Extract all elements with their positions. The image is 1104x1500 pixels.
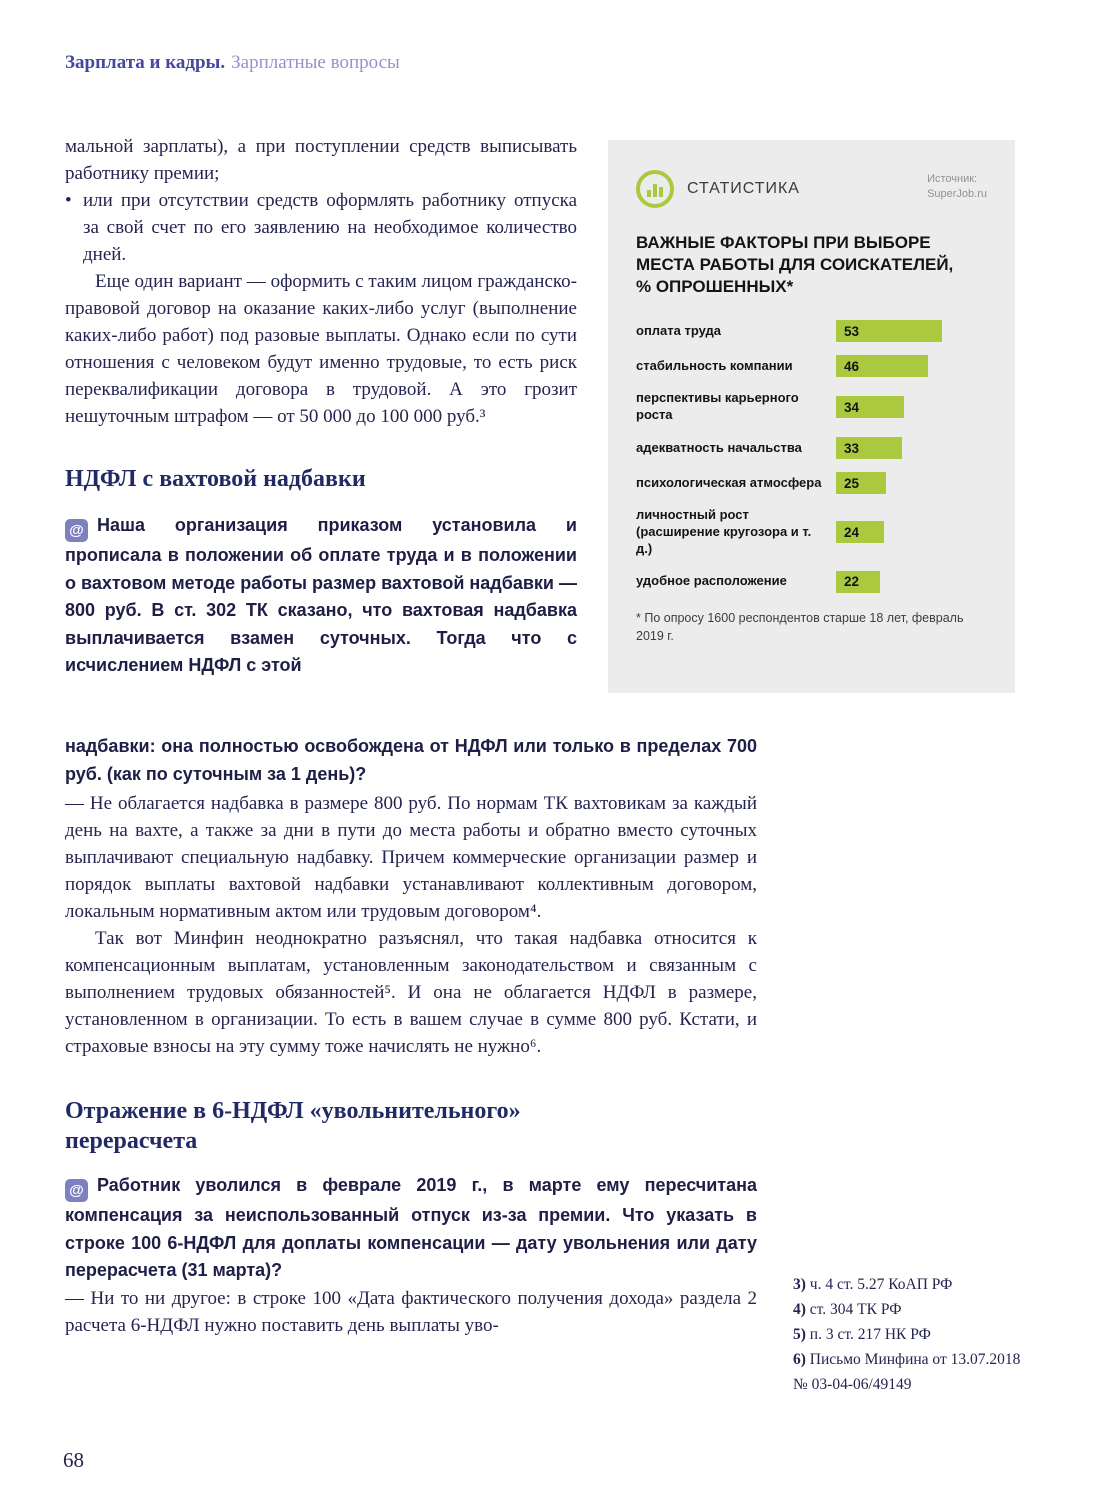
chart-category-label: оплата труда — [636, 322, 722, 338]
section-heading-ndfl-vahta: НДФЛ с вахтовой надбавки — [65, 466, 366, 492]
question-2-text: Работник уволился в феврале 2019 г., в марте ему пересчитана компенсация за неиспользованный отпуск из-за премии. Что указать в строке 100 6-НДФЛ для доплаты компенсации — дату увольнения или дату перерасчета (31 марта)? — [65, 1175, 757, 1280]
chart-category-label: перспективы карьерного роста — [636, 390, 799, 423]
answer-2-partial: — Ни то ни другое: в строке 100 «Дата фактического получения дохода» раздела 2 расчета 6-НДФЛ нужно поставить день выплаты уво- — [65, 1287, 757, 1336]
chart-value: 25 — [844, 475, 860, 491]
footnote-ref-num: 4) — [793, 1301, 810, 1318]
footnote-ref-text: ст. 304 ТК РФ — [809, 1301, 902, 1318]
chart-bar — [836, 355, 928, 377]
section-heading-6ndfl: Отражение в 6-НДФЛ «увольнительного» перерасчета — [65, 1098, 521, 1154]
chart-bar-area — [836, 472, 987, 494]
left-column — [65, 133, 577, 680]
footnote-ref-num: 3) — [793, 1276, 810, 1293]
page-number: 68 — [63, 1448, 84, 1472]
answer-1-p2: Так вот Минфин неоднократно разъяснял, что такая надбавка относится к компенсационным выплатам, установленным законодательством и связанным с выполнением трудовых обязанностей⁵. И она не облагается НДФЛ в размере, установленном в организации. То есть в вашем случае в сумме 800 руб. Кстати, и страховые взносы на эту сумму тоже начислять не нужно⁶. — [65, 928, 757, 1057]
bullet-marker: • — [65, 190, 72, 211]
question-1-continued: надбавки: она полностью освобождена от НДФЛ или только в пределах 700 руб. (как по суточным за 1 день)? — [65, 736, 757, 784]
footnote-ref-num: 6) — [793, 1351, 810, 1368]
statistics-source — [927, 170, 987, 202]
footnote-ref-text: п. 3 ст. 217 НК РФ — [809, 1326, 931, 1343]
footnote-refs — [793, 1272, 1033, 1397]
running-header — [65, 52, 400, 74]
chart-value: 53 — [844, 323, 860, 339]
chart-category-label: стабильность компании — [636, 357, 793, 373]
chart-category-label: психологическая атмосфера — [636, 474, 822, 490]
footnote-ref-text: Письмо Минфина от 13.07.2018 № 03-04-06/49149 — [793, 1351, 1021, 1393]
chart-value: 34 — [844, 399, 860, 415]
chart-value: 33 — [844, 440, 860, 456]
bar-chart-icon — [636, 170, 674, 208]
question-1 — [65, 512, 577, 680]
footnote-ref — [793, 1272, 1033, 1297]
question-2 — [65, 1172, 757, 1285]
bullet-text: или при отсутствии средств оформлять работнику отпуска за свой счет по его заявлению на необходимое количество дней. — [83, 190, 577, 265]
footnote-ref — [793, 1322, 1033, 1347]
running-header-section: Зарплата и кадры. — [65, 52, 226, 73]
chart-bar-area — [836, 571, 987, 593]
paragraph-variant: Еще один вариант — оформить с таким лицом гражданско-правовой договор на оказание каких-либо услуг (выполнение каких-либо работ) под разовые выплаты. Однако если по сути отношения с человеком будут именно трудовые, то есть риск переквалификации договора в трудовой. А это грозит нешуточным штрафом — от 50 000 до 100 000 руб.³ — [65, 271, 577, 427]
chart-row — [636, 355, 987, 377]
question-1-text: Наша организация приказом установила и прописала в положении об оплате труда и в положении о вахтовом методе работы размер вахтовой надбавки — 800 руб. В ст. 302 ТК сказано, что вахтовая надбавка выплачивается взамен суточных. Тогда что с исчислением НДФЛ с этой — [65, 515, 577, 675]
running-header-subsection: Зарплатные вопросы — [231, 52, 400, 73]
chart-row — [636, 390, 987, 424]
chart-bar — [836, 437, 902, 459]
chart-value: 24 — [844, 524, 860, 540]
footnote-ref — [793, 1297, 1033, 1322]
chart-row — [636, 571, 987, 593]
chart-value: 22 — [844, 574, 860, 590]
answer-1-p1: — Не облагается надбавка в размере 800 руб. По нормам ТК вахтовикам за каждый день на вахте, а также за дни в пути до места работы и обратно вместо суточных выплачивают специальную надбавку. Причем коммерческие организации размер и порядок выплаты вахтовой надбавки устанавливают коллективным договором, локальным нормативным актом или трудовым договором⁴. — [65, 793, 757, 922]
bullet-item — [65, 187, 577, 268]
chart-bar-area — [836, 355, 987, 377]
chart-title: ВАЖНЫЕ ФАКТОРЫ ПРИ ВЫБОРЕ МЕСТА РАБОТЫ ДЛЯ СОИСКАТЕЛЕЙ, % ОПРОШЕННЫХ* — [636, 233, 954, 297]
footnote-ref — [793, 1347, 1033, 1397]
chart-bar-area — [836, 396, 987, 418]
chart-category-label: адекватность начальства — [636, 439, 802, 455]
chart-row — [636, 472, 987, 494]
chart-bar — [836, 571, 880, 593]
chart-row — [636, 320, 987, 342]
source-label: Источник: — [927, 173, 978, 185]
chart-value: 46 — [844, 358, 860, 374]
chart-footnote: * По опросу 1600 респондентов старше 18 лет, февраль 2019 г. — [636, 610, 964, 643]
footnote-ref-text: ч. 4 ст. 5.27 КоАП РФ — [809, 1276, 953, 1293]
chart-bar-area — [836, 320, 987, 342]
at-icon: @ — [65, 1179, 88, 1202]
source-name: SuperJob.ru — [927, 187, 987, 200]
chart-category-label: личностный рост (расширение кругозора и т. д.) — [636, 507, 812, 556]
statistics-header — [636, 170, 987, 208]
chart-bar — [836, 472, 886, 494]
chart-row — [636, 437, 987, 459]
chart-bar-area — [836, 521, 987, 543]
chart-category-label: удобное расположение — [636, 573, 787, 589]
chart-bar — [836, 320, 942, 342]
chart-bar — [836, 521, 884, 543]
at-icon: @ — [65, 519, 88, 542]
paragraph-continuation: мальной зарплаты), а при поступлении средств выписывать работнику премии; — [65, 136, 577, 184]
chart-bar-area — [836, 437, 987, 459]
chart-bar — [836, 396, 904, 418]
footnote-ref-num: 5) — [793, 1326, 810, 1343]
chart-row — [636, 507, 987, 558]
stat-chart — [636, 320, 987, 592]
statistics-label: СТАТИСТИКА — [687, 180, 800, 197]
main-column — [65, 733, 757, 1339]
statistics-sidebar — [608, 140, 1015, 693]
